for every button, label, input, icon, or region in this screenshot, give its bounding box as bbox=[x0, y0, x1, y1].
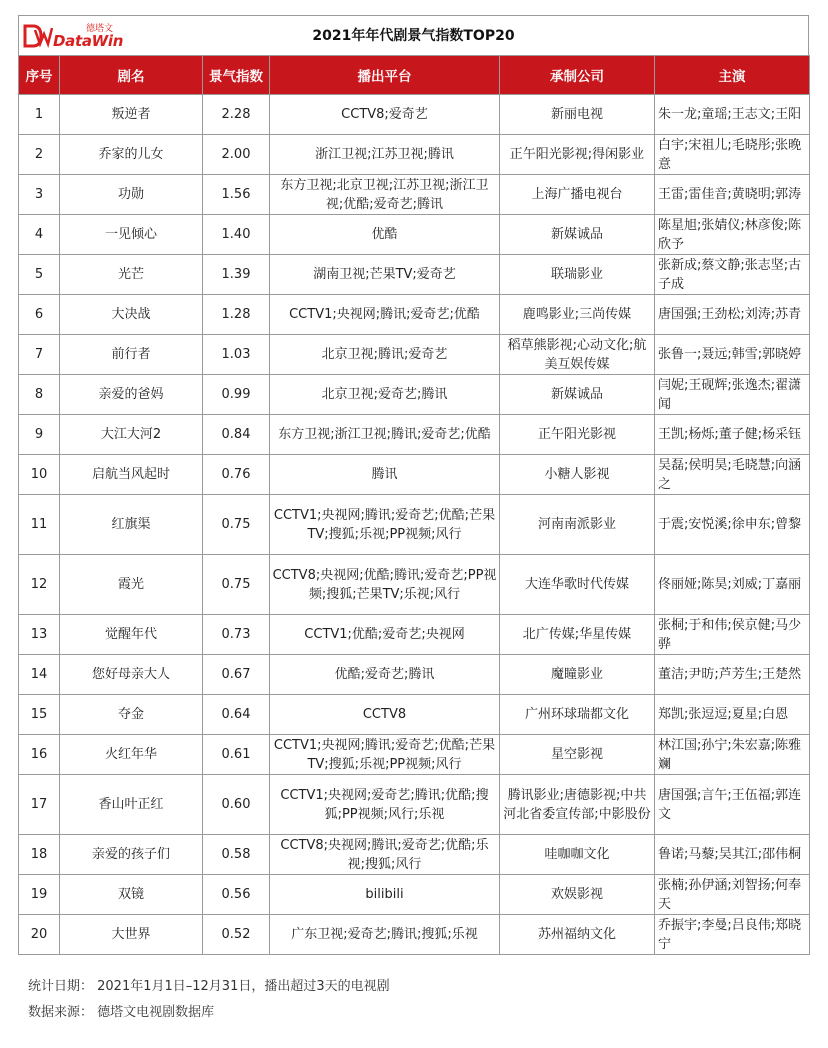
rank-cell: 2 bbox=[19, 135, 60, 175]
platform-cell: 优酷 bbox=[270, 215, 500, 255]
page-title: 2021年年代剧景气指数TOP20 bbox=[312, 28, 515, 44]
rank-cell: 9 bbox=[19, 415, 60, 455]
cast-cell: 闫妮;王砚辉;张逸杰;翟潇闻 bbox=[655, 375, 810, 415]
company-cell: 腾讯影业;唐德影视;中共河北省委宣传部;中影股份 bbox=[500, 775, 655, 835]
platform-cell: CCTV8;爱奇艺 bbox=[270, 95, 500, 135]
rank-cell: 7 bbox=[19, 335, 60, 375]
index-cell: 0.73 bbox=[203, 615, 270, 655]
company-cell: 哇咖咖文化 bbox=[500, 835, 655, 875]
title-cell: 火红年华 bbox=[60, 735, 203, 775]
table-header-bar bbox=[18, 15, 809, 55]
table-body bbox=[19, 95, 810, 955]
platform-cell: CCTV8 bbox=[270, 695, 500, 735]
company-cell: 上海广播电视台 bbox=[500, 175, 655, 215]
table-row bbox=[19, 375, 810, 415]
index-cell: 1.28 bbox=[203, 295, 270, 335]
rank-cell: 12 bbox=[19, 555, 60, 615]
table-row bbox=[19, 495, 810, 555]
index-cell: 2.28 bbox=[203, 95, 270, 135]
platform-cell: bilibili bbox=[270, 875, 500, 915]
cast-cell: 鲁诺;马藜;吴其江;邵伟桐 bbox=[655, 835, 810, 875]
title-cell: 双镜 bbox=[60, 875, 203, 915]
platform-cell: 东方卫视;浙江卫视;腾讯;爱奇艺;优酷 bbox=[270, 415, 500, 455]
title-cell: 夺金 bbox=[60, 695, 203, 735]
index-cell: 1.56 bbox=[203, 175, 270, 215]
logo-cn-text: 德塔文 bbox=[86, 24, 114, 34]
title-cell: 亲爱的孩子们 bbox=[60, 835, 203, 875]
column-header: 播出平台 bbox=[270, 56, 500, 95]
title-cell: 霞光 bbox=[60, 555, 203, 615]
index-cell: 0.60 bbox=[203, 775, 270, 835]
data-source-note: 数据来源： 德塔文电视剧数据库 bbox=[28, 1005, 215, 1020]
company-cell: 北广传媒;华星传媒 bbox=[500, 615, 655, 655]
title-cell: 启航当风起时 bbox=[60, 455, 203, 495]
footnotes bbox=[28, 974, 390, 1026]
rank-cell: 14 bbox=[19, 655, 60, 695]
index-cell: 0.75 bbox=[203, 555, 270, 615]
index-cell: 0.52 bbox=[203, 915, 270, 955]
title-cell: 亲爱的爸妈 bbox=[60, 375, 203, 415]
cast-cell: 董洁;尹昉;芦芳生;王楚然 bbox=[655, 655, 810, 695]
company-cell: 正午阳光影视 bbox=[500, 415, 655, 455]
platform-cell: CCTV8;央视网;腾讯;爱奇艺;优酷;乐视;搜狐;风行 bbox=[270, 835, 500, 875]
rank-cell: 16 bbox=[19, 735, 60, 775]
table-row bbox=[19, 555, 810, 615]
title-cell: 觉醒年代 bbox=[60, 615, 203, 655]
rank-cell: 17 bbox=[19, 775, 60, 835]
rank-cell: 4 bbox=[19, 215, 60, 255]
column-header: 序号 bbox=[19, 56, 60, 95]
cast-cell: 王凯;杨烁;董子健;杨采钰 bbox=[655, 415, 810, 455]
rank-cell: 11 bbox=[19, 495, 60, 555]
index-cell: 2.00 bbox=[203, 135, 270, 175]
table-row bbox=[19, 915, 810, 955]
index-cell: 1.40 bbox=[203, 215, 270, 255]
table-row bbox=[19, 295, 810, 335]
title-cell: 大决战 bbox=[60, 295, 203, 335]
title-cell: 您好母亲大人 bbox=[60, 655, 203, 695]
platform-cell: 湖南卫视;芒果TV;爱奇艺 bbox=[270, 255, 500, 295]
rank-cell: 13 bbox=[19, 615, 60, 655]
title-cell: 红旗渠 bbox=[60, 495, 203, 555]
index-cell: 0.99 bbox=[203, 375, 270, 415]
table-row bbox=[19, 215, 810, 255]
rank-cell: 20 bbox=[19, 915, 60, 955]
index-cell: 0.56 bbox=[203, 875, 270, 915]
table-row bbox=[19, 335, 810, 375]
ranking-table bbox=[18, 55, 810, 955]
rank-cell: 1 bbox=[19, 95, 60, 135]
rank-cell: 3 bbox=[19, 175, 60, 215]
title-cell: 前行者 bbox=[60, 335, 203, 375]
rank-cell: 6 bbox=[19, 295, 60, 335]
platform-cell: CCTV1;央视网;腾讯;爱奇艺;优酷;芒果TV;搜狐;乐视;PP视频;风行 bbox=[270, 735, 500, 775]
cast-cell: 吴磊;侯明昊;毛晓慧;向涵之 bbox=[655, 455, 810, 495]
index-cell: 1.39 bbox=[203, 255, 270, 295]
cast-cell: 唐国强;王劲松;刘涛;苏青 bbox=[655, 295, 810, 335]
rank-cell: 5 bbox=[19, 255, 60, 295]
platform-cell: 浙江卫视;江苏卫视;腾讯 bbox=[270, 135, 500, 175]
table-row bbox=[19, 415, 810, 455]
index-cell: 0.67 bbox=[203, 655, 270, 695]
table-row bbox=[19, 655, 810, 695]
platform-cell: 广东卫视;爱奇艺;腾讯;搜狐;乐视 bbox=[270, 915, 500, 955]
index-cell: 0.76 bbox=[203, 455, 270, 495]
platform-cell: 北京卫视;腾讯;爱奇艺 bbox=[270, 335, 500, 375]
stat-date-note: 统计日期： 2021年1月1日–12月31日，播出超过3天的电视剧 bbox=[28, 979, 390, 994]
cast-cell: 陈星旭;张婧仪;林彦俊;陈欣予 bbox=[655, 215, 810, 255]
column-header: 承制公司 bbox=[500, 56, 655, 95]
cast-cell: 于震;安悦溪;徐申东;曾黎 bbox=[655, 495, 810, 555]
title-cell: 大江大河2 bbox=[60, 415, 203, 455]
company-cell: 星空影视 bbox=[500, 735, 655, 775]
cast-cell: 王雷;雷佳音;黄晓明;郭涛 bbox=[655, 175, 810, 215]
cast-cell: 朱一龙;童瑶;王志文;王阳 bbox=[655, 95, 810, 135]
platform-cell: 腾讯 bbox=[270, 455, 500, 495]
company-cell: 新媒诚品 bbox=[500, 215, 655, 255]
platform-cell: CCTV1;央视网;爱奇艺;腾讯;优酷;搜狐;PP视频;风行;乐视 bbox=[270, 775, 500, 835]
cast-cell: 郑凯;张逗逗;夏星;白恩 bbox=[655, 695, 810, 735]
rank-cell: 8 bbox=[19, 375, 60, 415]
company-cell: 正午阳光影视;得闲影业 bbox=[500, 135, 655, 175]
cast-cell: 佟丽娅;陈昊;刘威;丁嘉丽 bbox=[655, 555, 810, 615]
platform-cell: 优酷;爱奇艺;腾讯 bbox=[270, 655, 500, 695]
table-row bbox=[19, 735, 810, 775]
title-cell: 功勋 bbox=[60, 175, 203, 215]
logo-en-text: DataWin bbox=[53, 32, 124, 50]
title-cell: 叛逆者 bbox=[60, 95, 203, 135]
company-cell: 魔瞳影业 bbox=[500, 655, 655, 695]
company-cell: 稻草熊影视;心动文化;航美互娱传媒 bbox=[500, 335, 655, 375]
company-cell: 小糖人影视 bbox=[500, 455, 655, 495]
cast-cell: 张楠;孙伊涵;刘智扬;何奉天 bbox=[655, 875, 810, 915]
cast-cell: 唐国强;言午;王伍福;郭连文 bbox=[655, 775, 810, 835]
title-cell: 香山叶正红 bbox=[60, 775, 203, 835]
company-cell: 欢娱影视 bbox=[500, 875, 655, 915]
cast-cell: 张鲁一;聂远;韩雪;郭晓婷 bbox=[655, 335, 810, 375]
table-row bbox=[19, 135, 810, 175]
cast-cell: 张新成;蔡文静;张志坚;古子成 bbox=[655, 255, 810, 295]
rank-cell: 15 bbox=[19, 695, 60, 735]
table-row bbox=[19, 695, 810, 735]
rank-cell: 19 bbox=[19, 875, 60, 915]
platform-cell: CCTV8;央视网;优酷;腾讯;爱奇艺;PP视频;搜狐;芒果TV;乐视;风行 bbox=[270, 555, 500, 615]
company-cell: 鹿鸣影业;三尚传媒 bbox=[500, 295, 655, 335]
company-cell: 广州环球瑞都文化 bbox=[500, 695, 655, 735]
table-row bbox=[19, 95, 810, 135]
index-cell: 0.64 bbox=[203, 695, 270, 735]
table-row bbox=[19, 255, 810, 295]
table-row bbox=[19, 615, 810, 655]
column-header: 景气指数 bbox=[203, 56, 270, 95]
table-row bbox=[19, 455, 810, 495]
platform-cell: 东方卫视;北京卫视;江苏卫视;浙江卫视;优酷;爱奇艺;腾讯 bbox=[270, 175, 500, 215]
platform-cell: CCTV1;央视网;腾讯;爱奇艺;优酷;芒果TV;搜狐;乐视;PP视频;风行 bbox=[270, 495, 500, 555]
platform-cell: CCTV1;优酷;爱奇艺;央视网 bbox=[270, 615, 500, 655]
table-row bbox=[19, 775, 810, 835]
platform-cell: CCTV1;央视网;腾讯;爱奇艺;优酷 bbox=[270, 295, 500, 335]
company-cell: 河南南派影业 bbox=[500, 495, 655, 555]
report-table-container bbox=[18, 15, 809, 955]
company-cell: 大连华歌时代传媒 bbox=[500, 555, 655, 615]
cast-cell: 林江国;孙宁;朱宏嘉;陈雅斓 bbox=[655, 735, 810, 775]
index-cell: 0.58 bbox=[203, 835, 270, 875]
company-cell: 新丽电视 bbox=[500, 95, 655, 135]
index-cell: 0.84 bbox=[203, 415, 270, 455]
rank-cell: 18 bbox=[19, 835, 60, 875]
title-cell: 一见倾心 bbox=[60, 215, 203, 255]
table-row bbox=[19, 835, 810, 875]
cast-cell: 白宇;宋祖儿;毛晓彤;张晚意 bbox=[655, 135, 810, 175]
column-header: 主演 bbox=[655, 56, 810, 95]
index-cell: 0.75 bbox=[203, 495, 270, 555]
cast-cell: 张桐;于和伟;侯京健;马少骅 bbox=[655, 615, 810, 655]
index-cell: 0.61 bbox=[203, 735, 270, 775]
company-cell: 新媒诚品 bbox=[500, 375, 655, 415]
title-cell: 光芒 bbox=[60, 255, 203, 295]
table-row bbox=[19, 875, 810, 915]
company-cell: 联瑞影业 bbox=[500, 255, 655, 295]
index-cell: 1.03 bbox=[203, 335, 270, 375]
cast-cell: 乔振宇;李曼;吕良伟;郑晓宁 bbox=[655, 915, 810, 955]
table-header-row bbox=[19, 56, 810, 95]
company-cell: 苏州福纳文化 bbox=[500, 915, 655, 955]
title-cell: 乔家的儿女 bbox=[60, 135, 203, 175]
rank-cell: 10 bbox=[19, 455, 60, 495]
table-row bbox=[19, 175, 810, 215]
title-cell: 大世界 bbox=[60, 915, 203, 955]
platform-cell: 北京卫视;爱奇艺;腾讯 bbox=[270, 375, 500, 415]
column-header: 剧名 bbox=[60, 56, 203, 95]
